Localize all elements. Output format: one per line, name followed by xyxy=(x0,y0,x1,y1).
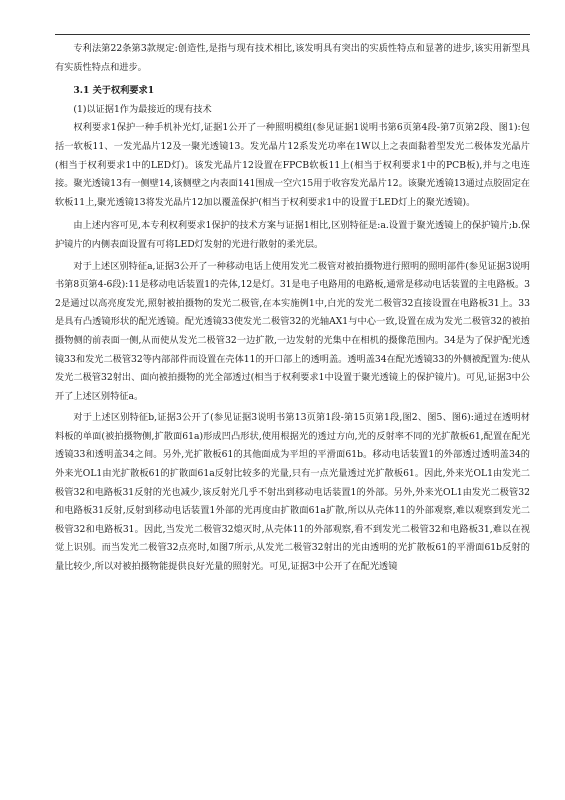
paragraph-feature-b: 对于上述区别特征b,证据3公开了(参见证据3说明书第13页第1段-第15页第1段,图2、图5、图6):通过在透明材料板的单面(被拍摄物侧,扩散面61a)形成凹凸形状,使用根据光的透过方向,光的反射率不同的光扩散板61,配置在配光透镜33和透明盖34之间。另外,光扩散板61的其他面成为平坦的平滑面61b。移动电话装置1的外部透过透明盖34的外来光OL1由光扩散板61的扩散面61a反射比较多的光量,只有一点光量透过光扩散板61。因此,外来光OL1由发光二极管32和电路板31反射的光也减少,该反射光几乎不射出到移动电话装置1的外部。另外,外来光OL1由发光二极管32和电路板31反射,反射到移动电话装置1外部的光再度由扩散面61a扩散,所以从壳体11的外部观察,难以观察到发光二极管32和电路板31。因此,当发光二极管32熄灭时,从壳体11的外部观察,看不到发光二极管32和电路板31,难以在视觉上识别。而当发光二极管32点亮时,如图7所示,从发光二极管32射出的光由透明的光扩散板61的平滑面61b反射的量比较少,所以对被拍摄物能提供良好光量的照射光。可见,证据3中公开了在配光透镜 xyxy=(55,412,530,573)
paragraph-law-article: 专利法第22条第3款规定:创造性,是指与现有技术相比,该发明具有突出的实质性特点和显著的进步,该实用新型具有实质性特点和进步。 xyxy=(55,43,530,73)
document-body xyxy=(55,40,530,577)
paragraph-feature-a: 对于上述区别特征a,证据3公开了一种移动电话上使用发光二极管对被拍摄物进行照明的照明部件(参见证据3说明书第8页第4-6段):11是移动电话装置1的壳体,12是灯。31是电子电路用的电路板,通常是移动电话装置的主电路板。32是通过以高亮度发光,照射被拍摄物的发光二极管,在本实施例1中,白光的发光二极管32直接设置在电路板31上。33是具有凸透镜形状的配光透镜。配光透镜33使发光二极管32的光轴AX1与中心一致,设置在成为发光二极管32的被拍摄物侧的前表面一侧,从而使从发光二极管32一边扩散,一边发射的光集中在相机的摄像范围内。34是为了保护配光透镜33和发光二极管32等内部部件而设置在壳体11的开口部上的透明盖。透明盖34在配光透镜33的外侧被配置为:使从发光二极管32射出、面向被拍摄物的光全部透过(相当于权利要求1中设置于聚光透镜上的保护镜片)。可见,证据3中公开了上述区别特征a。 xyxy=(55,260,530,402)
section-heading: 3.1 关于权利要求1 xyxy=(73,85,155,97)
subsection-heading: (1)以证据1作为最接近的现有技术 xyxy=(73,103,212,115)
paragraph-evidence-1: 权利要求1保护一种手机补光灯,证据1公开了一种照明模组(参见证据1说明书第6页第4段-第7页第2段、图1):包括一软板11、一发光晶片12及一聚光透镜13。发光晶片12系发光功率在1W以上之表面黏着型发光二极体发光晶片(相当于权利要求1中的LED灯)。该发光晶片12设置在FPCB软板11上(相当于权利要求1中的PCB板),并与之电连接。聚光透镜13有一侧壁14,该侧壁之内表面141围成一空穴15用于收容发光晶片12。该聚光透镜13通过点胶固定在软板11上,聚光透镜13将发光晶片12加以覆盖保护(相当于权利要求1中的设置于LED灯上的聚光透镜)。 xyxy=(55,122,530,208)
header-rule xyxy=(55,34,530,35)
paragraph-distinguishing-features: 由上述内容可见,本专利权利要求1保护的技术方案与证据1相比,区别特征是:a.设置于聚光透镜上的保护镜片;b.保护镜片的内侧表面设置有可将LED灯发射的光进行散射的柔光层。 xyxy=(55,220,530,250)
